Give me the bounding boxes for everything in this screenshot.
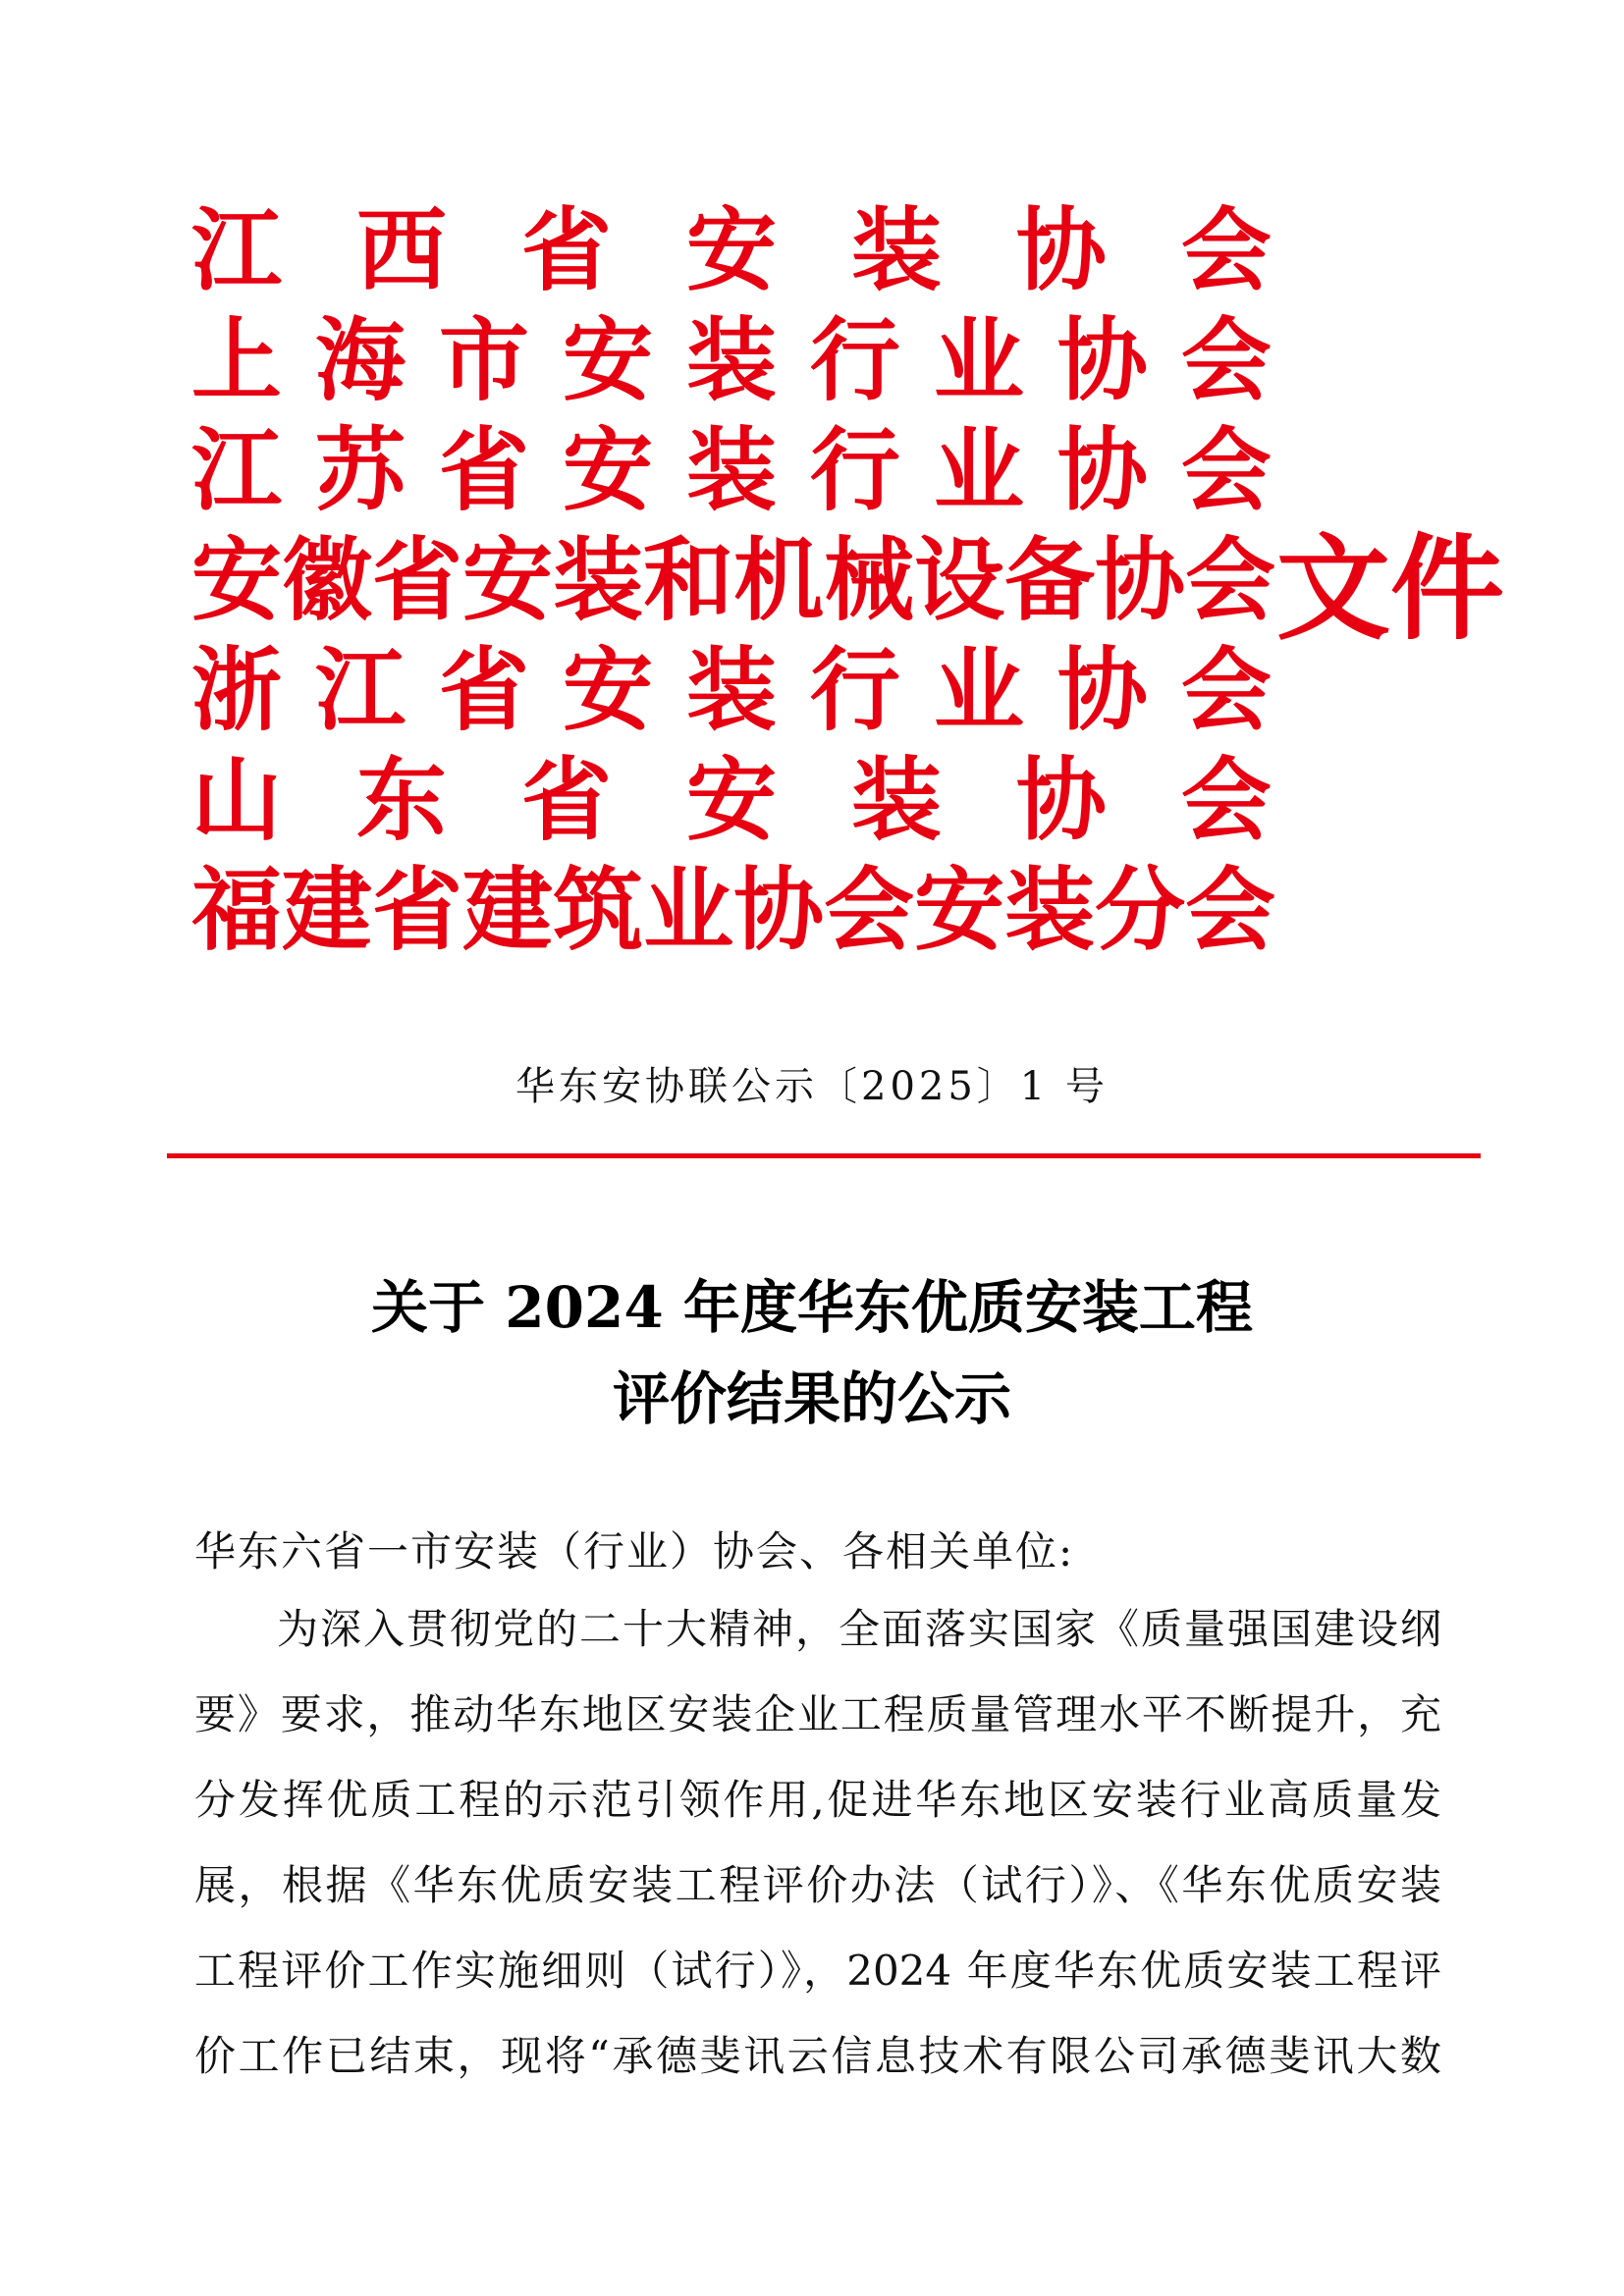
letterhead-char: 分 [1095,857,1186,963]
letterhead-char: 安 [685,197,777,303]
letterhead-char: 上 [191,307,283,413]
red-letterhead [191,196,1504,972]
letterhead-char: 装 [1004,857,1096,963]
letterhead-char: 浙 [191,637,283,743]
letterhead-char: 西 [355,197,447,303]
letterhead-char: 行 [809,637,900,743]
letterhead-char: 建 [282,857,373,963]
letterhead-char: 会 [1180,747,1272,853]
letterhead-char: 协 [1015,197,1107,303]
letterhead-char: 安 [562,637,653,743]
letterhead-char: 协 [1015,747,1107,853]
letterhead-char: 省 [438,637,529,743]
letterhead-char: 徽 [282,527,373,633]
letterhead-char: 市 [438,307,529,413]
org-line-3 [191,416,1272,524]
letterhead-char: 协 [1095,527,1186,633]
org-line-4 [191,526,1276,634]
org-line-7 [191,856,1276,964]
letterhead-char: 省 [372,857,463,963]
letterhead-char: 设 [914,527,1005,633]
letterhead-char: 装 [850,747,942,853]
letterhead-char: 安 [685,747,777,853]
letterhead-char: 省 [372,527,463,633]
letterhead-char: 协 [1056,417,1148,523]
letterhead-char: 业 [933,307,1024,413]
letterhead-suffix: 文件 [1276,522,1504,656]
letterhead-char: 机 [733,527,825,633]
letterhead-char: 行 [809,417,900,523]
letterhead-char: 协 [1056,637,1148,743]
letterhead-char: 业 [933,417,1024,523]
document-number: 华东安协联公示〔2025〕1 号 [515,1064,1109,1109]
body-line: 展，根据《华东优质安装工程评价办法（试行）》、《华东优质安装 [194,1861,1441,1909]
letterhead-char: 和 [643,527,734,633]
letterhead-char: 山 [191,747,283,853]
letterhead-char: 省 [520,197,612,303]
letterhead-char: 江 [191,417,283,523]
letterhead-char: 业 [933,637,1024,743]
letterhead-char: 省 [438,417,529,523]
letterhead-char: 会 [1180,637,1272,743]
letterhead-char: 装 [553,527,644,633]
org-line-2 [191,306,1272,414]
document-title-line-2: 评价结果的公示 [612,1365,1011,1432]
letterhead-char: 装 [685,417,777,523]
letterhead-char: 协 [1056,307,1148,413]
body-line: 价工作已结束，现将“承德斐讯云信息技术有限公司承德斐讯大数 [194,2032,1441,2080]
red-divider [167,1153,1481,1158]
letterhead-char: 苏 [314,417,406,523]
document-title-line-1: 关于 2024 年度华东优质安装工程 [371,1274,1253,1341]
letterhead-char: 装 [850,197,942,303]
letterhead-char: 装 [685,637,777,743]
letterhead-char: 会 [1180,417,1272,523]
letterhead-char: 筑 [553,857,644,963]
letterhead-char: 会 [1180,307,1272,413]
org-line-5 [191,636,1272,744]
letterhead-char: 东 [355,747,447,853]
letterhead-char: 安 [191,527,283,633]
letterhead-char: 安 [562,417,653,523]
letterhead-char: 会 [1185,857,1276,963]
letterhead-char: 会 [1180,197,1272,303]
letterhead-char: 安 [562,307,653,413]
letterhead-char: 安 [914,857,1005,963]
letterhead-char: 业 [643,857,734,963]
letterhead-char: 江 [314,637,406,743]
letterhead-char: 福 [191,857,283,963]
letterhead-char: 协 [733,857,825,963]
letterhead-char: 备 [1004,527,1096,633]
salutation: 华东六省一市安装（行业）协会、各相关单位: [194,1527,1075,1575]
letterhead-char: 装 [685,307,777,413]
letterhead-char: 建 [462,857,554,963]
letterhead-char: 会 [1185,527,1276,633]
body-line: 为深入贯彻党的二十大精神，全面落实国家《质量强国建设纲 [277,1605,1441,1653]
letterhead-char: 省 [520,747,612,853]
org-line-1 [191,196,1272,304]
letterhead-char: 行 [809,307,900,413]
letterhead-char: 安 [462,527,554,633]
letterhead-char: 械 [824,527,915,633]
letterhead-char: 江 [191,197,283,303]
letterhead-char: 会 [824,857,915,963]
body-line: 分发挥优质工程的示范引领作用,促进华东地区安装行业高质量发 [194,1776,1441,1824]
letterhead-char: 海 [314,307,406,413]
body-line: 工程评价工作实施细则（试行）》，2024 年度华东优质安装工程评 [194,1947,1441,1995]
org-line-6 [191,746,1272,854]
body-line: 要》要求，推动华东地区安装企业工程质量管理水平不断提升，充 [194,1690,1441,1738]
